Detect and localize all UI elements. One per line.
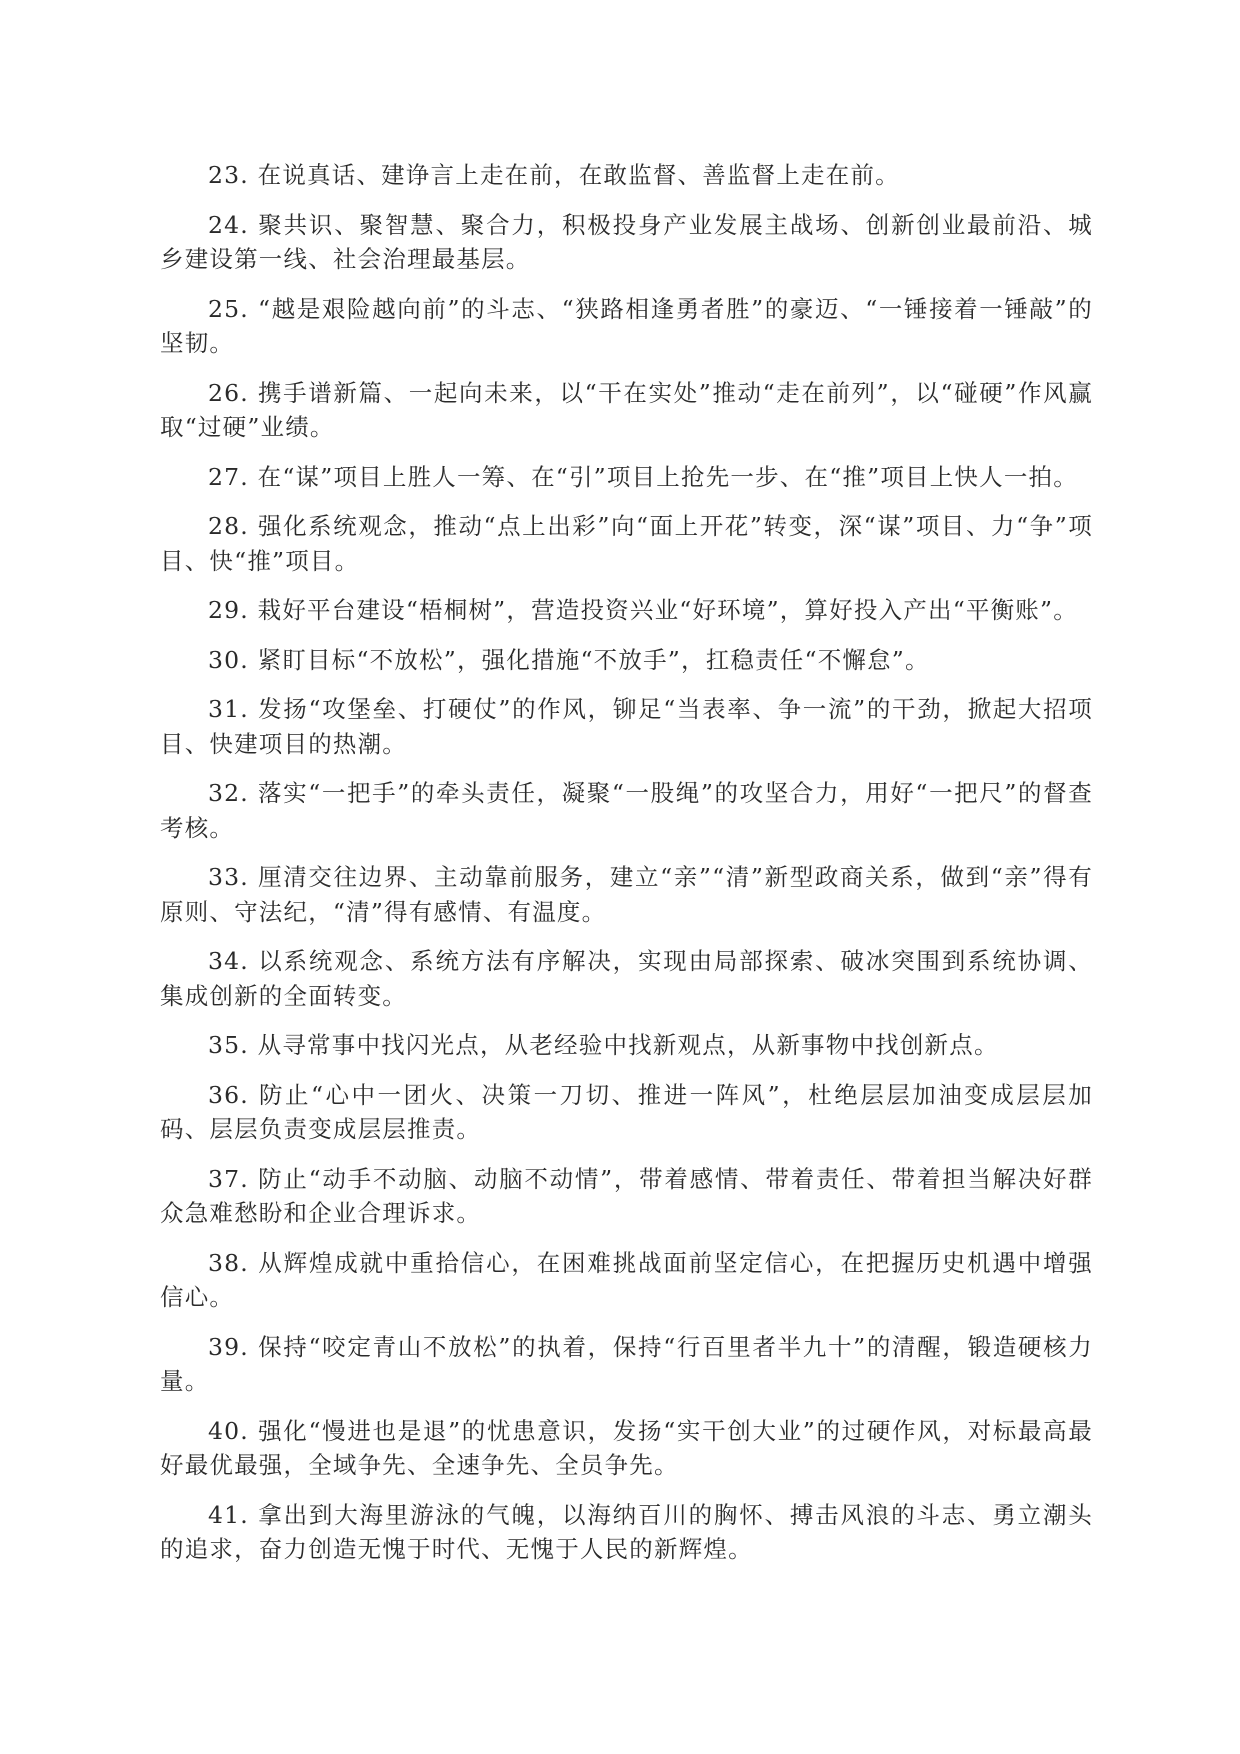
paragraph-31: 31. 发扬“攻堡垒、打硬仗”的作风，铆足“当表率、争一流”的干劲，掀起大招项目、快建项目的热潮。 <box>160 695 1093 758</box>
paragraph-37: 37. 防止“动手不动脑、动脑不动情”，带着感情、带着责任、带着担当解决好群众急难愁盼和企业合理诉求。 <box>160 1164 1093 1227</box>
paragraph-36: 36. 防止“心中一团火、决策一刀切、推进一阵风”，杜绝层层加油变成层层加码、层层负责变成层层推责。 <box>160 1080 1093 1143</box>
paragraph-29: 29. 栽好平台建设“梧桐树”，营造投资兴业“好环境”，算好投入产出“平衡账”。 <box>208 596 1078 624</box>
paragraph-26: 26. 携手谱新篇、一起向未来，以“干在实处”推动“走在前列”，以“碰硬”作风赢取“过硬”业绩。 <box>160 378 1093 441</box>
paragraph-25: 25. “越是艰险越向前”的斗志、“狭路相逢勇者胜”的豪迈、“一锤接着一锤敲”的坚韧。 <box>160 294 1093 357</box>
paragraph-33: 33. 厘清交往边界、主动靠前服务，建立“亲”“清”新型政商关系，做到“亲”得有原则、守法纪，“清”得有感情、有温度。 <box>160 863 1093 926</box>
paragraph-35: 35. 从寻常事中找闪光点，从老经验中找新观点，从新事物中找创新点。 <box>208 1031 999 1059</box>
paragraph-27: 27. 在“谋”项目上胜人一筹、在“引”项目上抢先一步、在“推”项目上快人一拍。 <box>208 462 1078 491</box>
paragraph-38: 38. 从辉煌成就中重拾信心，在困难挑战面前坚定信心，在把握历史机遇中增强信心。 <box>160 1248 1093 1311</box>
paragraph-24: 24. 聚共识、聚智慧、聚合力，积极投身产业发展主战场、创新创业最前沿、城乡建设第一线、社会治理最基层。 <box>160 210 1093 273</box>
paragraph-23: 23. 在说真话、建诤言上走在前，在敢监督、善监督上走在前。 <box>208 161 900 189</box>
paragraph-40: 40. 强化“慢进也是退”的忧患意识，发扬“实干创大业”的过硬作风，对标最高最好最优最强，全域争先、全速争先、全员争先。 <box>160 1416 1093 1479</box>
paragraph-34: 34. 以系统观念、系统方法有序解决，实现由局部探索、破冰突围到系统协调、集成创新的全面转变。 <box>160 947 1093 1010</box>
paragraph-28: 28. 强化系统观念，推动“点上出彩”向“面上开花”转变，深“谋”项目、力“争”项目、快“推”项目。 <box>160 512 1093 575</box>
paragraph-32: 32. 落实“一把手”的牵头责任，凝聚“一股绳”的攻坚合力，用好“一把尺”的督查考核。 <box>160 779 1093 842</box>
paragraph-41: 41. 拿出到大海里游泳的气魄，以海纳百川的胸怀、搏击风浪的斗志、勇立潮头的追求，奋力创造无愧于时代、无愧于人民的新辉煌。 <box>160 1500 1093 1563</box>
paragraph-39: 39. 保持“咬定青山不放松”的执着，保持“行百里者半九十”的清醒，锻造硬核力量。 <box>160 1332 1093 1395</box>
document-body <box>160 158 1093 1582</box>
paragraph-30: 30. 紧盯目标“不放松”，强化措施“不放手”，扛稳责任“不懈怠”。 <box>208 645 930 674</box>
